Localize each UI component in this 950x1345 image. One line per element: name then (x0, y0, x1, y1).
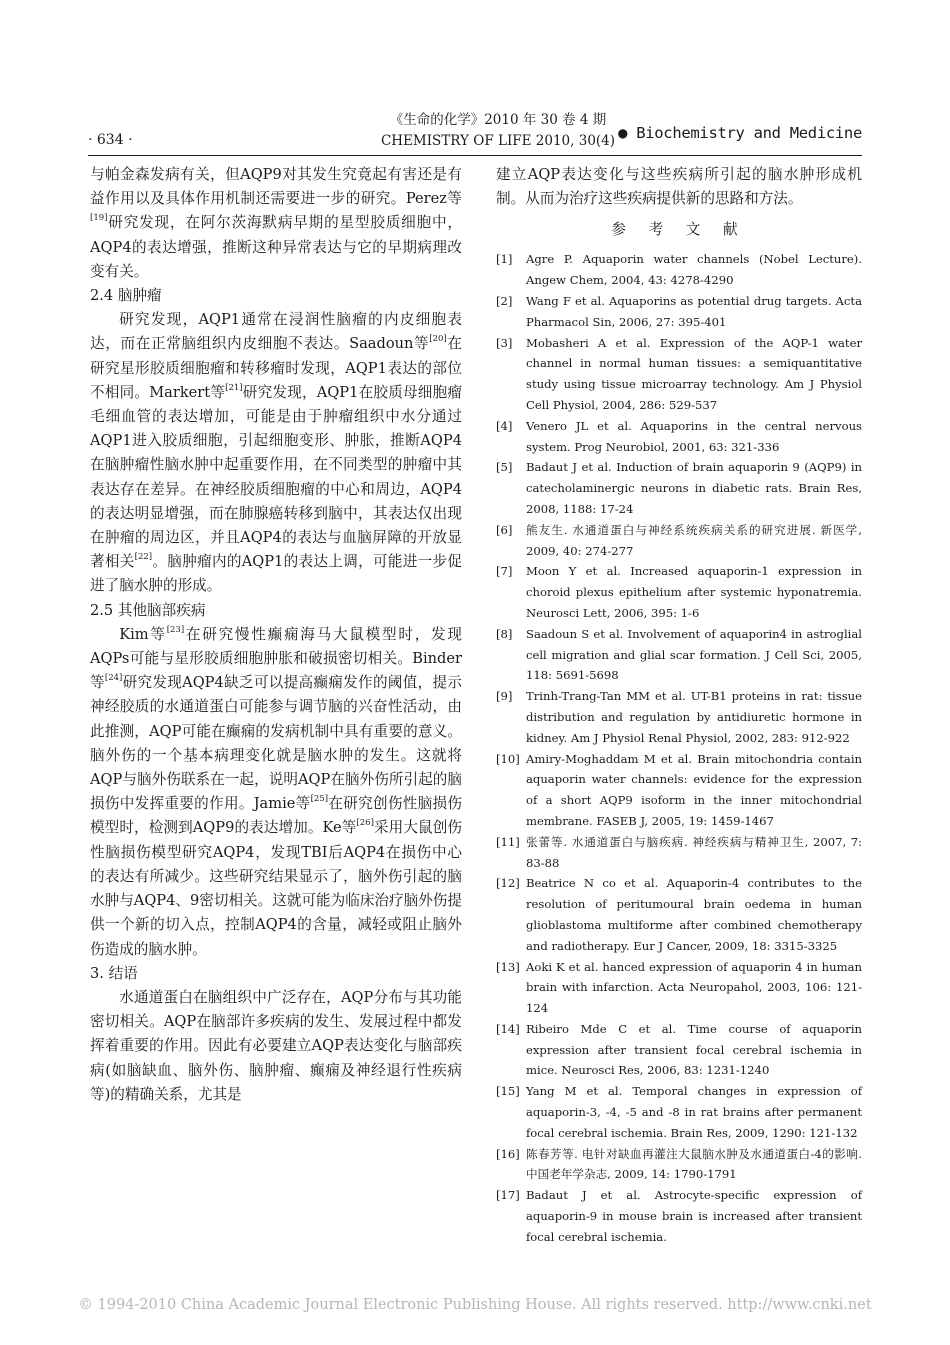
reference-text: 熊友生. 水通道蛋白与神经系统疾病关系的研究进展. 新医学, 2009, 40: 274-277 (526, 522, 862, 558)
reference-item (496, 520, 862, 562)
section-name: Biochemistry and Medicine (636, 124, 862, 142)
reference-number: [13] (496, 959, 520, 974)
section-heading: 2.4 脑肿瘤 (90, 287, 162, 305)
section-heading: 2.5 其他脑部疾病 (90, 601, 206, 619)
section-label (618, 124, 862, 142)
reference-item (496, 249, 862, 291)
journal-info (338, 110, 658, 152)
journal-title-en: CHEMISTRY OF LIFE 2010, 30(4) (380, 133, 616, 149)
citation-marker: [24] (104, 673, 123, 684)
reference-text: Aoki K et al. hanced expression of aquaporin 4 in human brain with infarction. Acta Neuropahol, 2003, 106: 121-124 (526, 959, 862, 1016)
page-header (88, 110, 862, 160)
paragraph: 建立AQP表达变化与这些疾病所引起的脑水肿形成机制。从而为治疗这些疾病提供新的思路和方法。 (496, 166, 862, 208)
reference-text: Amiry-Moghaddam M et al. Brain mitochondria contain aquaporin water channels: evidence for the expression of a short AQP9 isoform in the inner mitochondrial membrane. FASEB J, 2005, 19: 1459-1467 (526, 751, 862, 828)
paragraph: 研究发现，AQP1通常在浸润性脑瘤的内皮细胞表达，而在正常脑组织内皮细胞不表达。Saadoun等[20]在研究星形胶质细胞瘤和转移瘤时发现，AQP1表达的部位不相同。Markert等[21]研究发现，AQP1在胶质母细胞瘤毛细血管的表达增加，可能是由于肿瘤组织中水分通过AQP1进入胶质细胞，引起细胞变形、肿胀，推断AQP4在脑肿瘤性脑水肿中起重要作用，在不同类型的肿瘤中其表达存在差异。在神经胶质细胞瘤的中心和周边，AQP4的表达明显增强，而在肺腺癌转移到脑中，其表达仅出现在肿瘤的周边区，并且AQP4的表达与血脑屏障的开放显著相关[22]。脑肿瘤内的AQP1的表达上调，可能进一步促进了脑水肿的形成。 (90, 311, 462, 595)
references-list (496, 249, 862, 1247)
reference-text: Trinh-Trang-Tan MM et al. UT-B1 proteins in rat: tissue distribution and regulation by antidiuretic hormone in kidney. Am J Physiol Renal Physiol, 2002, 283: 912-922 (526, 689, 862, 745)
reference-number: [5] (496, 460, 513, 475)
reference-item (496, 416, 862, 458)
paragraph: 水通道蛋白在脑组织中广泛存在，AQP分布与其功能密切相关。AQP在脑部许多疾病的发生、发展过程中都发挥着重要的作用。因此有必要建立AQP表达变化与脑部疾病(如脑缺血、脑外伤、脑肿瘤、癫痫及神经退行性疾病等)的精确关系，尤其是 (90, 988, 462, 1103)
reference-item (496, 686, 862, 748)
reference-item (496, 457, 862, 519)
reference-number: [17] (496, 1188, 520, 1203)
reference-item (496, 291, 862, 333)
reference-text: Yang M et al. Temporal changes in expression of aquaporin-3, -4, -5 and -8 in rat brains after permanent focal cerebral ischemia. Brain Res, 2009, 1290: 121-132 (526, 1084, 862, 1140)
reference-text: Badaut J et al. Astrocyte-specific expression of aquaporin-9 in mouse brain is increased after transient focal cerebral ischemia. (526, 1188, 862, 1244)
paragraph: 与帕金森发病有关，但AQP9对其发生究竟起有害还是有益作用以及具体作用机制还需要进一步的研究。Perez等[19]研究发现，在阿尔茨海默病早期的星型胶质细胞中，AQP4的表达增强，推断这种异常表达与它的早期病理改变有关。 (90, 166, 462, 280)
reference-item (496, 624, 862, 686)
reference-item (496, 957, 862, 1019)
reference-text: Agre P. Aquaporin water channels (Nobel Lecture). Angew Chem, 2004, 43: 4278-4290 (526, 252, 862, 288)
reference-number: [14] (496, 1021, 520, 1036)
copyright-footer: © 1994-2010 China Academic Journal Electronic Publishing House. All rights reserved. http://www.cnki.net (78, 1297, 872, 1313)
reference-text: Venero JL et al. Aquaporins in the central nervous system. Prog Neurobiol, 2001, 63: 321-336 (526, 418, 862, 454)
reference-item (496, 333, 862, 416)
reference-number: [2] (496, 294, 513, 308)
bullet-icon: ● (618, 124, 628, 142)
reference-number: [10] (496, 751, 520, 766)
reference-text: Badaut J et al. Induction of brain aquaporin 9 (AQP9) in catecholaminergic neurons in diabetic rats. Brain Res, 2008, 1188: 17-24 (526, 460, 862, 516)
reference-item (496, 1185, 862, 1247)
reference-number: [6] (496, 522, 513, 537)
reference-text: Moon Y et al. Increased aquaporin-1 expression in choroid plexus epithelium after systemic hyponatremia. Neurosci Lett, 2006, 395: 1-6 (526, 564, 862, 620)
journal-title-cn: 《生命的化学》2010 年 30 卷 4 期 (389, 112, 607, 128)
reference-text: Mobasheri A et al. Expression of the AQP-1 water channel in normal human tissues: a semiquantitative study using tissue microarray technology. Am J Physiol Cell Physiol, 2004, 286: 529-537 (526, 335, 862, 412)
header-rule (88, 155, 862, 156)
reference-item (496, 749, 862, 832)
reference-item (496, 1144, 862, 1186)
section-heading: 3. 结语 (90, 964, 138, 982)
reference-number: [1] (496, 252, 513, 267)
reference-number: [3] (496, 335, 513, 350)
reference-number: [11] (496, 834, 520, 849)
reference-item (496, 873, 862, 956)
reference-item (496, 1019, 862, 1081)
reference-text: Saadoun S et al. Involvement of aquaporin4 in astroglial cell migration and glial scar formation. J Cell Sci, 2005, 118: 5691-5698 (526, 626, 862, 683)
citation-marker: [21] (225, 382, 243, 393)
citation-marker: [25] (310, 794, 329, 805)
reference-item (496, 832, 862, 874)
reference-text: 陈春芳等. 电针对缺血再灌注大鼠脑水肿及水通道蛋白-4的影响. 中国老年学杂志, 2009, 14: 1790-1791 (526, 1146, 862, 1182)
reference-number: [4] (496, 418, 513, 433)
reference-text: Beatrice N co et al. Aquaporin-4 contributes to the resolution of peritumoural brain oedema in human glioblastoma multiforme after combined chemotherapy and radiotherapy. Eur J Cancer, 2009, 18: 3315-3325 (526, 876, 862, 953)
references-title: 参 考 文 献 (611, 221, 747, 239)
reference-number: [8] (496, 626, 513, 641)
reference-text: Wang F et al. Aquaporins as potential drug targets. Acta Pharmacol Sin, 2006, 27: 395-401 (526, 294, 862, 329)
right-column (496, 163, 862, 1248)
reference-text: 张蕾等. 水通道蛋白与脑疾病. 神经疾病与精神卫生, 2007, 7: 83-88 (526, 834, 862, 870)
page-number: · 634 · (88, 132, 133, 148)
reference-text: Ribeiro Mde C et al. Time course of aquaporin expression after transient focal cerebral ischemia in mice. Neurosci Res, 2006, 83: 1231-1240 (526, 1021, 862, 1078)
citation-marker: [19] (90, 213, 108, 224)
citation-marker: [20] (429, 334, 447, 345)
citation-marker: [22] (134, 552, 153, 563)
paragraph: Kim等[23]在研究慢性癫痫海马大鼠模型时，发现AQPs可能与星形胶质细胞肿胀和破损密切相关。Binder等[24]研究发现AQP4缺乏可以提高癫痫发作的阈值，提示神经胶质的水通道蛋白可能参与调节脑的兴奋性活动，由此推测，AQP可能在癫痫的发病机制中具有重要的意义。脑外伤的一个基本病理变化就是脑水肿的发生。这就将AQP与脑外伤联系在一起，说明AQP在脑外伤所引起的脑损伤中发挥重要的作用。Jamie等[25]在研究创伤性脑损伤模型时，检测到AQP9的表达增加。Ke等[26]采用大鼠创伤性脑损伤模型研究AQP4，发现TBI后AQP4在损伤中心的表达有所减少。这些研究结果显示了，脑外伤引起的脑水肿与AQP4、9密切相关。这就可能为临床治疗脑外伤提供一个新的切入点，控制AQP4的含量，减轻或阻止脑外伤造成的脑水肿。 (90, 624, 462, 958)
left-column (90, 163, 462, 1107)
reference-number: [16] (496, 1146, 520, 1161)
reference-number: [9] (496, 689, 513, 704)
reference-item (496, 561, 862, 623)
reference-number: [7] (496, 564, 513, 579)
reference-number: [12] (496, 876, 520, 891)
citation-marker: [23] (166, 624, 185, 635)
reference-number: [15] (496, 1084, 520, 1099)
reference-item (496, 1081, 862, 1143)
citation-marker: [26] (356, 818, 374, 829)
